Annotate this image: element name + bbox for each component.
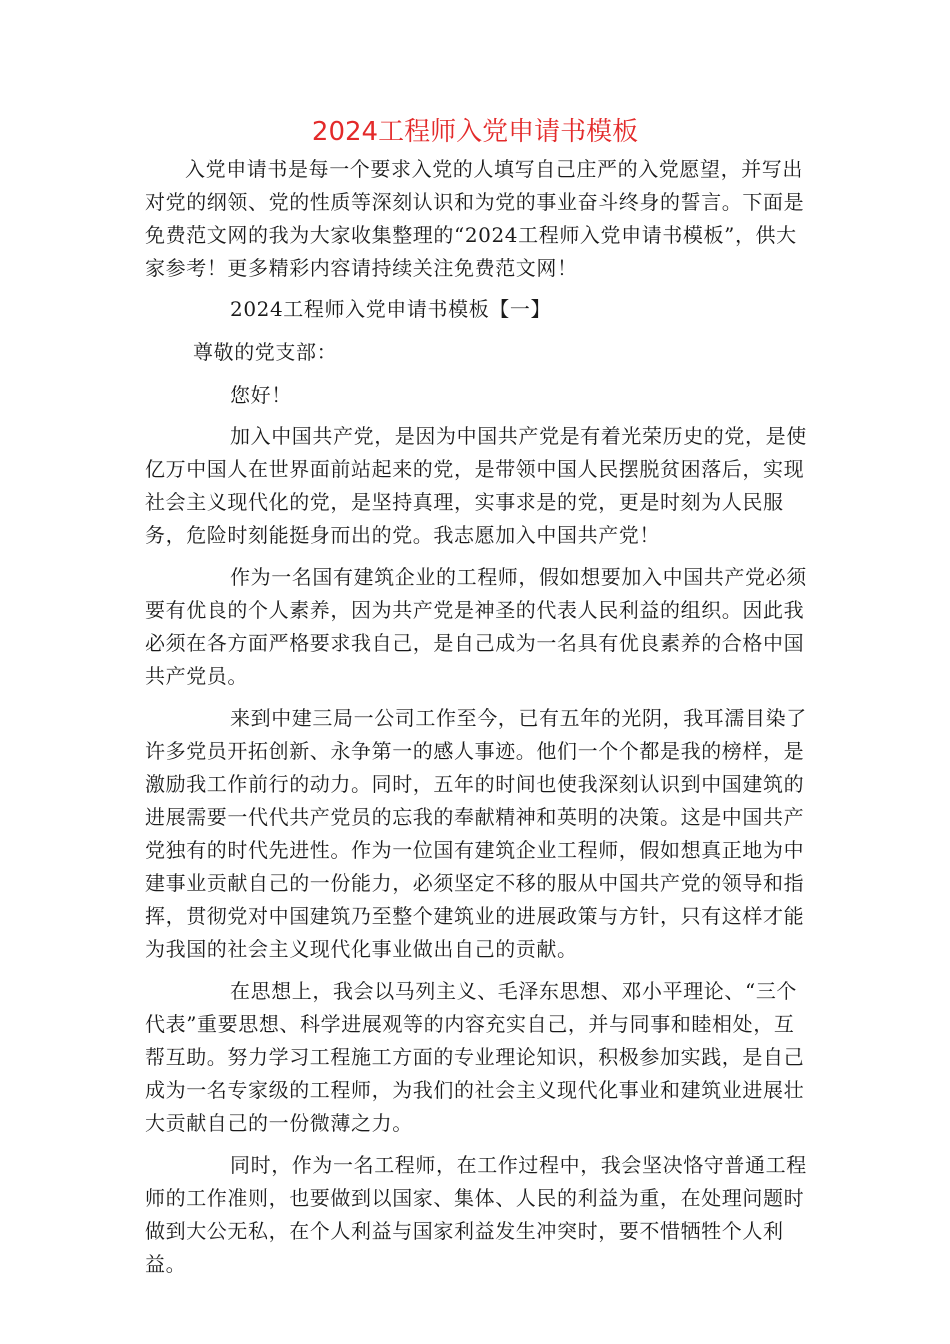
body-paragraph-3: 来到中建三局一公司工作至今，已有五年的光阴，我耳濡目染了许多党员开拓创新、永争第一的感人事迹。他们一个个都是我的榜样，是激励我工作前行的动力。同时，五年的时间也使我深刻认识到中国建筑的进展需要一代代共产党员的忘我的奉献精神和英明的决策。这是中国共产党独有的时代先进性。作为一位国有建筑企业工程师，假如想真正地为中建事业贡献自己的一份能力，必须坚定不移的服从中国共产党的领导和指挥，贯彻党对中国建筑乃至整个建筑业的进展政策与方针，只有这样才能为我国的社会主义现代化事业做出自己的贡献。 (145, 706, 807, 961)
body-paragraph-4: 在思想上，我会以马列主义、毛泽东思想、邓小平理论、“三个代表”重要思想、科学进展观等的内容充实自己，并与同事和睦相处，互帮互助。努力学习工程施工方面的专业理论知识，积极参加实践，是自己成为一名专家级的工程师，为我们的社会主义现代化事业和建筑业进展壮大贡献自己的一份微薄之力。 (145, 979, 805, 1135)
body-paragraph-2: 作为一名国有建筑企业的工程师，假如想要加入中国共产党必须要有优良的个人素养，因为共产党是神圣的代表人民利益的组织。因此我必须在各方面严格要求我自己，是自己成为一名具有优良素养的合格中国共产党员。 (145, 565, 807, 688)
salutation: 尊敬的党支部： (193, 340, 338, 364)
greeting: 您好！ (230, 383, 292, 407)
body-paragraph-1: 加入中国共产党，是因为中国共产党是有着光荣历史的党，是使亿万中国人在世界面前站起来的党，是带领中国人民摆脱贫困落后，实现社会主义现代化的党，是坚持真理，实事求是的党，更是时刻为人民服务，危险时刻能挺身而出的党。我志愿加入中国共产党！ (145, 424, 807, 547)
document-title: 2024工程师入党申请书模板 (311, 117, 639, 147)
document-body (145, 153, 810, 1290)
section-subtitle: 2024工程师入党申请书模板【一】 (230, 297, 552, 321)
body-paragraph-5: 同时，作为一名工程师，在工作过程中，我会坚决恪守普通工程师的工作准则，也要做到以国家、集体、人民的利益为重，在处理问题时做到大公无私，在个人利益与国家利益发生冲突时，要不惜牺牲个人利益。 (145, 1153, 807, 1276)
intro-paragraph: 入党申请书是每一个要求入党的人填写自己庄严的入党愿望，并写出对党的纲领、党的性质等深刻认识和为党的事业奋斗终身的誓言。下面是免费范文网的我为大家收集整理的“2024工程师入党申请书模板”，供大家参考！更多精彩内容请持续关注免费范文网！ (145, 157, 805, 280)
